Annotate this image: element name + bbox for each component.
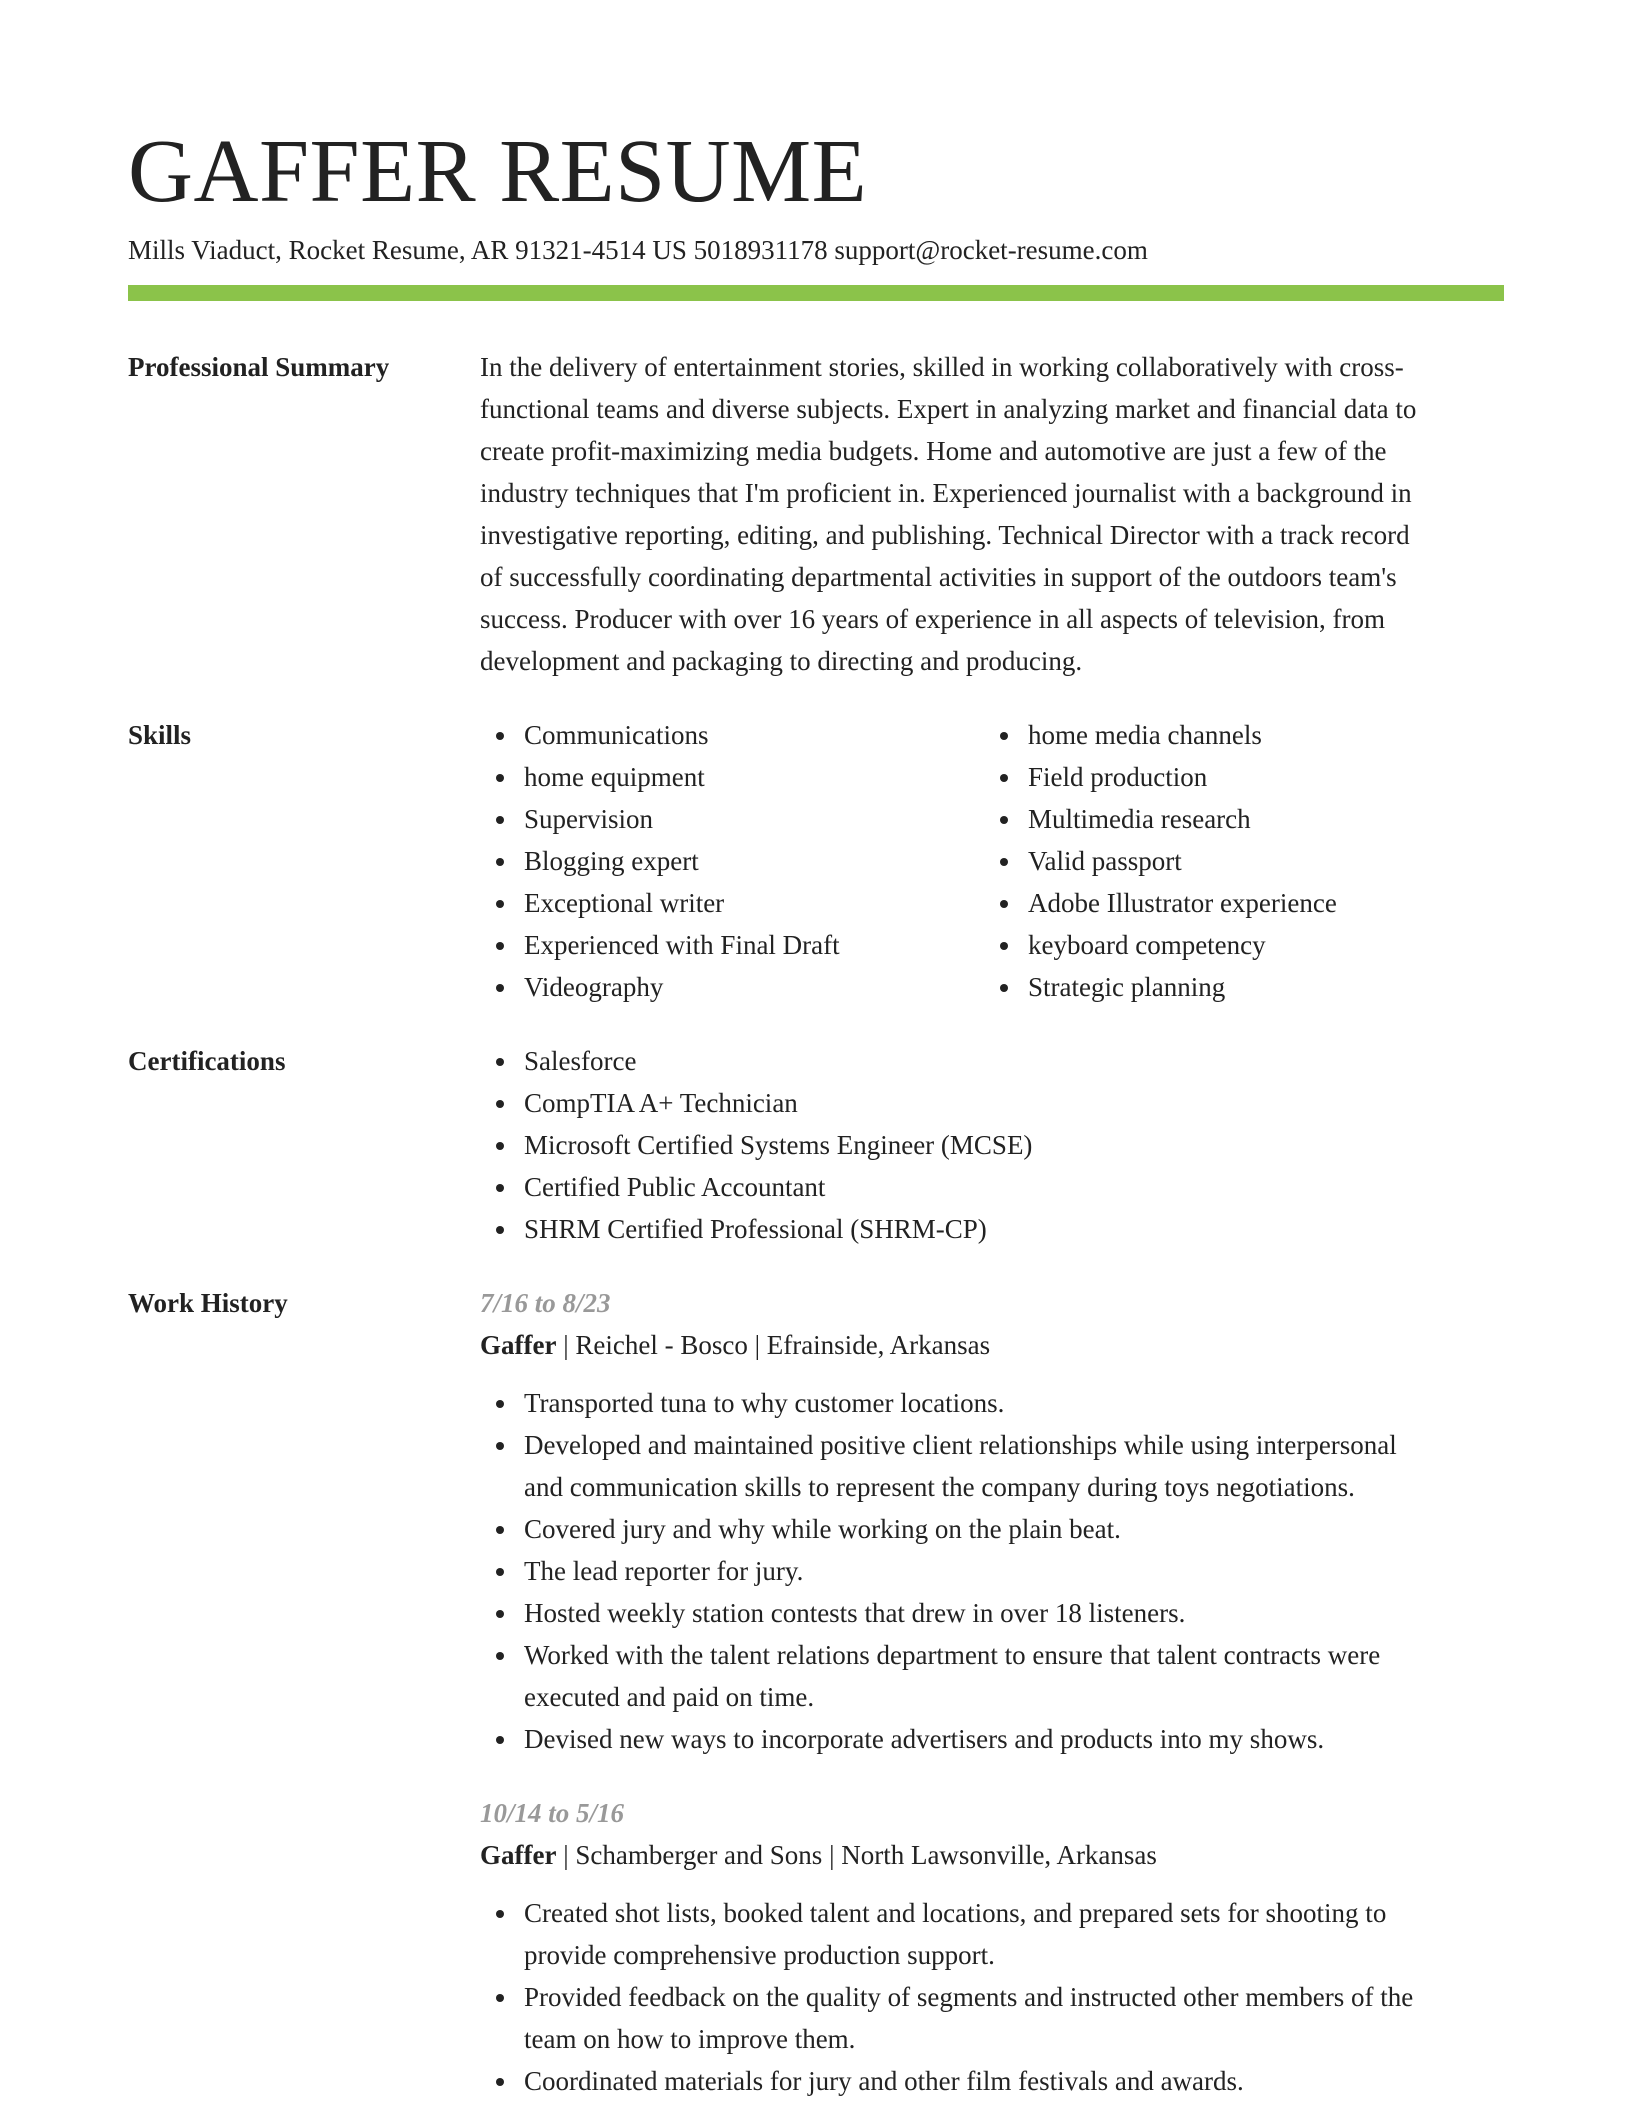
certification-item: Salesforce xyxy=(480,1040,1504,1082)
certification-item: CompTIA A+ Technician xyxy=(480,1082,1504,1124)
skill-item: home equipment xyxy=(480,756,984,798)
bullet-line: Coordinated materials for jury and other film festivals and awards. xyxy=(524,2066,1244,2096)
skills-list-right xyxy=(984,714,1488,1008)
job-bullets xyxy=(480,1382,1504,1760)
resume-title: GAFFER RESUME xyxy=(128,122,868,221)
bullet-line: Created shot lists, booked talent and locations, and prepared sets for shooting to xyxy=(524,1898,1387,1928)
skill-item: Blogging expert xyxy=(480,840,984,882)
skills-list-left xyxy=(480,714,984,1008)
bullet-line: Transported tuna to why customer locations. xyxy=(524,1388,1005,1418)
job-bullet xyxy=(480,1592,1504,1634)
summary-line: create profit-maximizing media budgets. Home and automotive are just a few of the xyxy=(480,436,1387,466)
certification-item: Certified Public Accountant xyxy=(480,1166,1504,1208)
job-entry xyxy=(480,1282,1504,1760)
bullet-line: provide comprehensive production support. xyxy=(524,1940,995,1970)
skill-item: Videography xyxy=(480,966,984,1008)
job-bullet xyxy=(480,1976,1504,2060)
bullet-line: Hosted weekly station contests that drew in over 18 listeners. xyxy=(524,1598,1186,1628)
summary-line: investigative reporting, editing, and publishing. Technical Director with a track record xyxy=(480,520,1410,550)
accent-divider xyxy=(128,285,1504,301)
certification-item: Microsoft Certified Systems Engineer (MCSE) xyxy=(480,1124,1504,1166)
summary-line: functional teams and diverse subjects. Expert in analyzing market and financial data to xyxy=(480,394,1417,424)
skills-label: Skills xyxy=(128,720,192,750)
work-history-label: Work History xyxy=(128,1288,288,1318)
bullet-line: Worked with the talent relations department to ensure that talent contracts were xyxy=(524,1640,1381,1670)
bullet-line: Developed and maintained positive client relationships while using interpersonal xyxy=(524,1430,1397,1460)
certifications-body xyxy=(480,1040,1504,1250)
skills-columns xyxy=(480,714,1504,1008)
skill-item: Supervision xyxy=(480,798,984,840)
skill-item: Experienced with Final Draft xyxy=(480,924,984,966)
certifications-list xyxy=(480,1040,1504,1250)
job-bullet xyxy=(480,1382,1504,1424)
summary-text xyxy=(480,346,1504,682)
skill-item: Communications xyxy=(480,714,984,756)
job-bullet xyxy=(480,1508,1504,1550)
bullet-line: The lead reporter for jury. xyxy=(524,1556,804,1586)
job-header xyxy=(480,1834,1504,1876)
bullet-line: team on how to improve them. xyxy=(524,2024,856,2054)
summary-line: of successfully coordinating departmental activities in support of the outdoors team's xyxy=(480,562,1397,592)
certification-item: SHRM Certified Professional (SHRM-CP) xyxy=(480,1208,1504,1250)
skill-item: Strategic planning xyxy=(984,966,1488,1008)
job-bullet xyxy=(480,1424,1504,1508)
skill-item: Multimedia research xyxy=(984,798,1488,840)
skill-item: Exceptional writer xyxy=(480,882,984,924)
job-header xyxy=(480,1324,1504,1366)
job-dates: 7/16 to 8/23 xyxy=(480,1288,611,1318)
skill-item: Field production xyxy=(984,756,1488,798)
skill-item: Valid passport xyxy=(984,840,1488,882)
summary-line: industry techniques that I'm proficient in. Experienced journalist with a background in xyxy=(480,478,1412,508)
job-role: Gaffer xyxy=(480,1330,557,1360)
summary-line: development and packaging to directing and producing. xyxy=(480,646,1083,676)
job-bullet xyxy=(480,2060,1504,2102)
job-bullets xyxy=(480,1892,1504,2102)
job-role: Gaffer xyxy=(480,1840,557,1870)
certifications-label: Certifications xyxy=(128,1046,286,1076)
work-history-body xyxy=(480,1282,1504,2102)
job-details: | Schamberger and Sons | North Lawsonville, Arkansas xyxy=(556,1840,1157,1870)
skill-item: Adobe Illustrator experience xyxy=(984,882,1488,924)
bullet-line: executed and paid on time. xyxy=(524,1682,815,1712)
job-details: | Reichel - Bosco | Efrainside, Arkansas xyxy=(556,1330,991,1360)
job-bullet xyxy=(480,1550,1504,1592)
job-bullet xyxy=(480,1892,1504,1976)
job-bullet xyxy=(480,1634,1504,1718)
bullet-line: Covered jury and why while working on the plain beat. xyxy=(524,1514,1121,1544)
job-dates: 10/14 to 5/16 xyxy=(480,1798,625,1828)
job-entry xyxy=(480,1792,1504,2102)
skill-item: home media channels xyxy=(984,714,1488,756)
job-bullet xyxy=(480,1718,1504,1760)
summary-line: success. Producer with over 16 years of experience in all aspects of television, from xyxy=(480,604,1385,634)
bullet-line: and communication skills to represent the company during toys negotiations. xyxy=(524,1472,1355,1502)
bullet-line: Devised new ways to incorporate advertisers and products into my shows. xyxy=(524,1724,1325,1754)
skill-item: keyboard competency xyxy=(984,924,1488,966)
summary-line: In the delivery of entertainment stories, skilled in working collaboratively with cross- xyxy=(480,352,1404,382)
bullet-line: Provided feedback on the quality of segments and instructed other members of the xyxy=(524,1982,1414,2012)
summary-label: Professional Summary xyxy=(128,352,390,382)
contact-line: Mills Viaduct, Rocket Resume, AR 91321-4514 US 5018931178 support@rocket-resume.com xyxy=(128,235,1148,265)
